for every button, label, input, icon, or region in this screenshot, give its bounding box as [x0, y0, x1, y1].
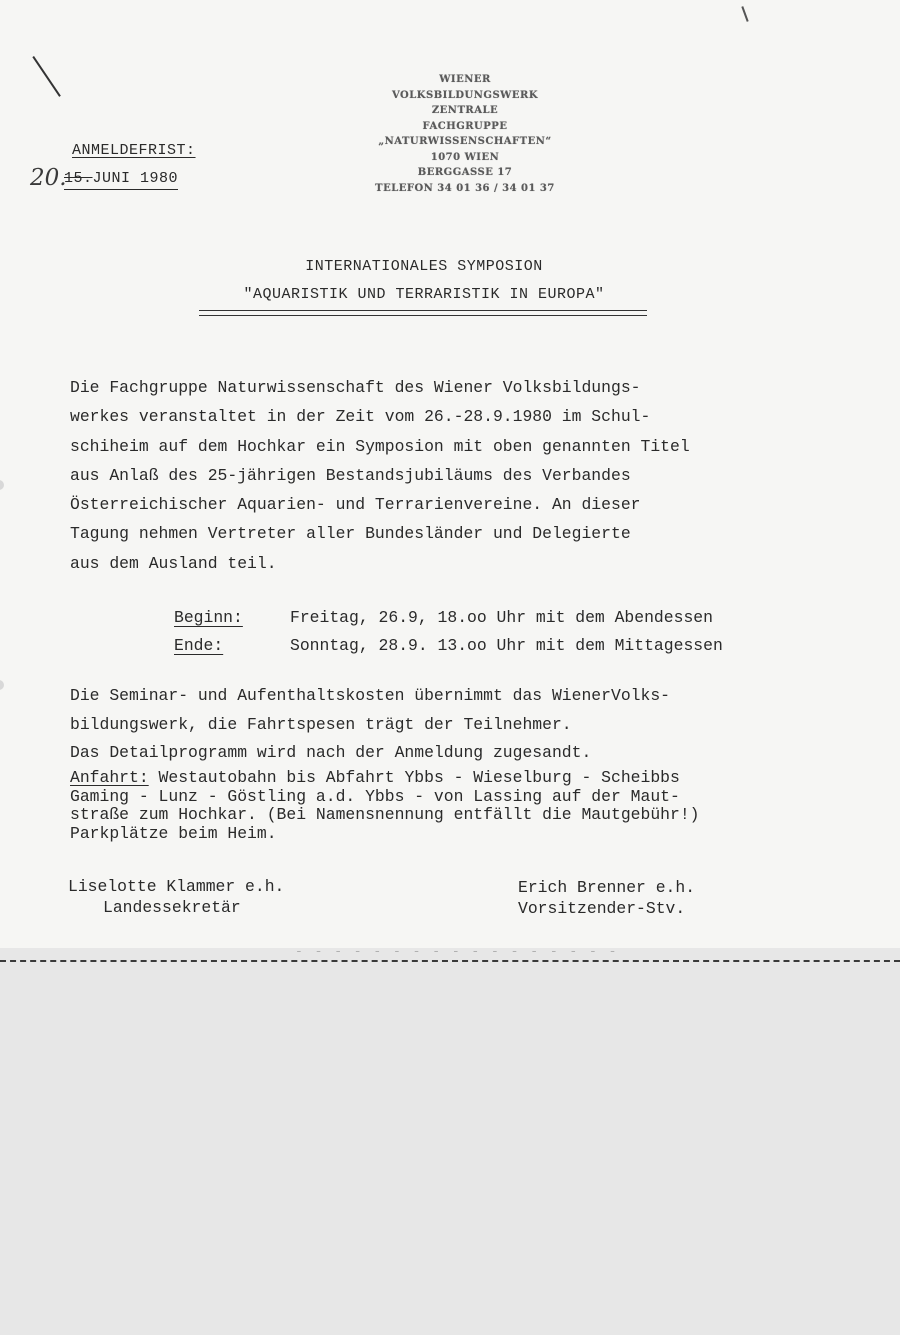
- lower-sheet: [0, 948, 900, 1335]
- stamp-line: WIENER: [439, 74, 491, 85]
- directions-first-line: Westautobahn bis Abfahrt Ybbs - Wieselburg - Scheibbs: [148, 768, 680, 787]
- deadline-date: [64, 170, 178, 190]
- signature-name: Erich Brenner e.h.: [518, 878, 696, 897]
- title-double-rule: [199, 310, 647, 316]
- signature-role: Landessekretär: [103, 898, 241, 917]
- text-line: [70, 769, 810, 788]
- text-line: schiheim auf dem Hochkar ein Symposion mit oben genannten Titel: [70, 436, 690, 456]
- directions-label: Anfahrt:: [70, 768, 149, 787]
- cut-line: [0, 960, 900, 962]
- stamp-line: TELEFON 34 01 36 / 34 01 37: [375, 182, 555, 194]
- deadline-label: ANMELDEFRIST:: [72, 142, 196, 159]
- text-line: Österreichischer Aquarien- und Terrarienvereine. An dieser: [70, 495, 641, 515]
- text-line: straße zum Hochkar. (Bei Namensnennung entfällt die Mautgebühr!): [70, 805, 700, 825]
- schedule-text: Freitag, 26.9, 18.oo Uhr mit dem Abendessen: [290, 608, 713, 627]
- title-line-1: INTERNATIONALES SYMPOSION: [305, 258, 543, 275]
- text-line: Die Seminar- und Aufenthaltskosten übernimmt das WienerVolks-: [70, 686, 670, 705]
- text-line: Tagung nehmen Vertreter aller Bundesländer und Delegierte: [70, 524, 631, 544]
- text-line: Das Detailprogramm wird nach der Anmeldung zugesandt.: [70, 743, 592, 762]
- text-line: Gaming - Lunz - Göstling a.d. Ybbs - von Lassing auf der Maut-: [70, 786, 680, 806]
- organization-stamp: [370, 72, 560, 196]
- stamp-line: „NATURWISSENSCHAFTEN“: [378, 136, 552, 147]
- text-line: aus dem Ausland teil.: [70, 553, 277, 573]
- schedule-text: Sonntag, 28.9. 13.oo Uhr mit dem Mittagessen: [290, 636, 723, 655]
- stamp-line: VOLKSBILDUNGSWERK: [391, 89, 539, 101]
- stamp-line: ZENTRALE: [431, 105, 499, 116]
- text-line: werkes veranstaltet in der Zeit vom 26.-28.9.1980 im Schul-: [70, 407, 651, 427]
- stamp-line: FACHGRUPPE: [422, 120, 508, 132]
- stamp-line: BERGGASSE 17: [417, 167, 513, 178]
- text-line: Parkplätze beim Heim.: [70, 823, 277, 843]
- schedule-label: Beginn:: [174, 608, 243, 627]
- text-line: bildungswerk, die Fahrtspesen trägt der Teilnehmer.: [70, 714, 572, 734]
- schedule-label: Ende:: [174, 636, 224, 655]
- handwritten-correction: 20.: [30, 165, 67, 191]
- title-line-2: "AQUARISTIK UND TERRARISTIK IN EUROPA": [243, 286, 605, 303]
- signature-name: Liselotte Klammer e.h.: [68, 877, 285, 896]
- signature-right: [518, 877, 695, 919]
- signature-role: Vorsitzender-Stv.: [518, 899, 686, 918]
- text-line: aus Anlaß des 25-jährigen Bestandsjubiläums des Verbandes: [70, 465, 631, 485]
- directions-paragraph: [70, 769, 810, 843]
- intro-paragraph: [70, 373, 810, 578]
- text-line: Die Fachgruppe Naturwissenschaft des Wiener Volksbildungs-: [70, 378, 641, 397]
- signature-left: [68, 876, 284, 918]
- deadline-month-year: JUNI 1980: [92, 170, 179, 187]
- faint-bleed-through: - - - - - - - - - - - - - - - - -: [295, 944, 619, 959]
- costs-paragraph: [70, 682, 810, 768]
- struck-day: 15.: [64, 170, 93, 187]
- stamp-line: 1070 WIEN: [430, 151, 500, 163]
